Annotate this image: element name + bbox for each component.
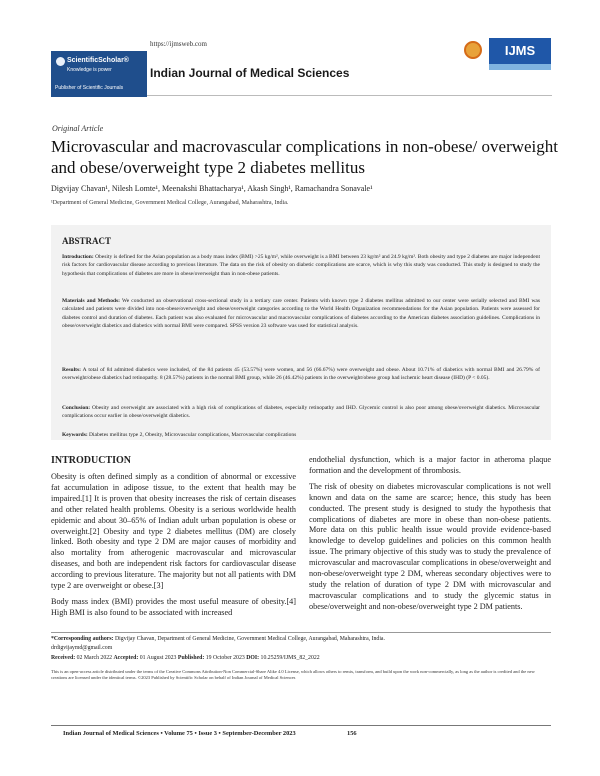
intro-paragraph-3: endothelial dysfunction, which is a major factor in atheroma plaque formation and the development of thrombosis.	[309, 455, 551, 475]
doi-value[interactable]: 10.25259/IJMS_82_2022	[260, 655, 320, 661]
abstract-methods-label: Materials and Methods:	[62, 298, 120, 304]
license-text: This is an open-access article distributed under the terms of the Creative Commons Attribution-Non Commercial-Share Alike 4.0 License, which allows others to remix, transform, and build upon the work non-commercially, as long as the author is credited and the new creations are licensed under the identical terms. ©2023 Published by Scientific Scholar on behalf of Indian Journal of Medical Sciences	[51, 669, 535, 681]
corr-text: Digvijay Chavan, Department of General Medicine, Government Medical College, Aurangabad, Maharashtra, India.	[115, 636, 385, 642]
abstract-results-label: Results:	[62, 367, 81, 373]
abstract-keywords	[62, 431, 540, 439]
abstract-intro-text: Obesity is defined for the Asian population as a body mass index (BMI) >25 kg/m², while overweight is a BMI between 23 kg/m² and 24.9 kg/m². Both obesity and type 2 diabetes are major independent risk factors for cardiovascular disease according to previous literature. The data on the risk of obesity on diabetic complications are scarce, which is why this study was conducted. This study is designed to study the hypothesis that complications of diabetes are more in obese/overweight than in non-obese patients.	[62, 254, 541, 277]
intro-paragraph-1: Obesity is often defined simply as a condition of abnormal or excessive fat accumulation in adipose tissue, to the extent that health may be impaired.[1] It is proven that obesity increases the risk of certain diseases and other related health problems. Obesity is a serious worldwide health epidemic and about 30–65% of Indian adult urban population is obese or overweight.[2] Obesity and type 2 diabetes mellitus (DM) are closely linked. Both obesity and type 2 DM are major causes of morbidity and also mortality from atherogenic macrovascular and microvascular diseases, and both are independent risk factors for cardiovascular disease according to previous literature. The majority but not all patients with DM type 2 are overweight or obese.[3]	[51, 472, 296, 591]
publisher-logo	[51, 51, 147, 97]
author-email[interactable]: drdigvijaymd@gmail.com	[51, 645, 113, 651]
publisher-tagline: Knowledge is power	[67, 67, 112, 73]
abstract-results-text: A total of 84 admitted diabetics were included, of the 84 patients 45 (53.57%) were women, and 56 (66.67%) were overweight and obese. About 10.71% of diabetics with normal BMI and 26.79% of overweight/obese diabetics had retinopathy. 8 (28.57%) patients in the normal BMI group, while 26 (46.42%) patients in the overweight/obese group had ischemic heart disease (IHD) (P < 0.05).	[62, 367, 540, 382]
publisher-name: ScientificScholar®	[67, 57, 129, 64]
published-label: Published:	[177, 655, 205, 661]
running-footer: Indian Journal of Medical Sciences • Volume 75 • Issue 3 • September-December 2023	[63, 730, 296, 737]
article-type: Original Article	[52, 124, 104, 133]
keywords-text: Diabetes mellitus type 2, Obesity, Microvascular complications, Macrovascular complications	[89, 432, 297, 438]
accepted-label: Accepted:	[113, 655, 139, 661]
corresponding-author	[51, 636, 551, 644]
publisher-logo-icon	[56, 57, 65, 66]
header-divider	[147, 95, 552, 96]
published-date: 19 October 2023	[205, 655, 245, 661]
abstract-methods	[62, 297, 540, 331]
medal-icon	[464, 41, 482, 59]
keywords-label: Keywords:	[62, 432, 88, 438]
journal-name: Indian Journal of Medical Sciences	[150, 66, 350, 80]
received-date: 02 March 2022	[76, 655, 113, 661]
abstract-conclusion	[62, 404, 540, 421]
received-label: Received:	[51, 655, 76, 661]
intro-paragraph-4: The risk of obesity on diabetes microvascular complications is not well known and data on the same are scarce; hence, this study has been conducted. The present study is designed to study the hypothesis that complications of diabetes are more in obese than non-obese patients. More data on this public health issue would provide evidence-based knowledge to develop guidelines and policies on this common health issue. The primary objective of this study was to study the prevalence of microvascular and macrovascular complications in obese/overweight and non-obese/overweight type 2 DM, whereas secondary objectives were to study the relation of duration of type 2 DM with microvascular and macrovascular complications and to study the glycemic status in obese/overweight and non-obese/overweight type 2 DM patients.	[309, 481, 551, 611]
introduction-heading: INTRODUCTION	[51, 455, 132, 466]
abstract-introduction	[62, 253, 540, 278]
author-list: Digvijay Chavan¹, Nilesh Lomte¹, Meenakshi Bhattacharya¹, Akash Singh¹, Ramachandra Sonavale¹	[51, 184, 373, 193]
journal-logo: IJMS	[489, 38, 551, 64]
left-column	[51, 472, 296, 624]
abstract-methods-text: We conducted an observational cross-sectional study in a tertiary care center. Patients with known type 2 diabetes mellitus admitted to our center were serially selected and BMI was calculated and patients were divided into non-obese/overweight and obese/overweight categories according to the World Health Organization recommendations for the Asian population. Patients were assessed for diabetes control and duration of diabetes. Each patient was also evaluated for microvascular and macrovascular complications of diabetes according to the American diabetes association guidelines. Complications in obese/overweight diabetics and diabetics with normal BMI were compared. SPSS version 23 software was used for statistical analysis.	[62, 298, 541, 330]
abstract-results	[62, 366, 540, 383]
affiliation: ¹Department of General Medicine, Government Medical College, Aurangabad, Maharashtra, India.	[51, 200, 289, 206]
abstract-conclusion-label: Conclusion:	[62, 405, 91, 411]
corr-label: *Corresponding authors:	[51, 636, 114, 642]
footer-divider	[51, 725, 551, 726]
doi-label: DOI:	[246, 655, 260, 661]
abstract-conclusion-text: Obesity and overweight are associated with a high risk of complications of diabetes, especially retinopathy and IHD. Glycemic control is also poor among obese/overweight diabetics. Microvascular complications occur earlier in obese/overweight diabetics.	[62, 405, 541, 420]
abstract-intro-label: Introduction:	[62, 254, 94, 260]
journal-url[interactable]: https://ijmsweb.com	[150, 40, 207, 48]
publisher-subtitle: Publisher of Scientific Journals	[55, 85, 124, 91]
page-number: 156	[347, 730, 357, 737]
right-column	[309, 455, 551, 618]
footnote-divider	[51, 632, 551, 633]
accepted-date: 01 August 2023	[139, 655, 177, 661]
abstract-heading: ABSTRACT	[62, 236, 112, 246]
article-title: Microvascular and macrovascular complications in non-obese/ overweight and obese/overweight type 2 diabetes mellitus	[51, 137, 558, 177]
journal-logo-band	[489, 64, 551, 70]
article-dates	[51, 655, 551, 663]
intro-paragraph-2: Body mass index (BMI) provides the most useful measure of obesity.[4] High BMI is also found to be associated with increased	[51, 596, 296, 617]
